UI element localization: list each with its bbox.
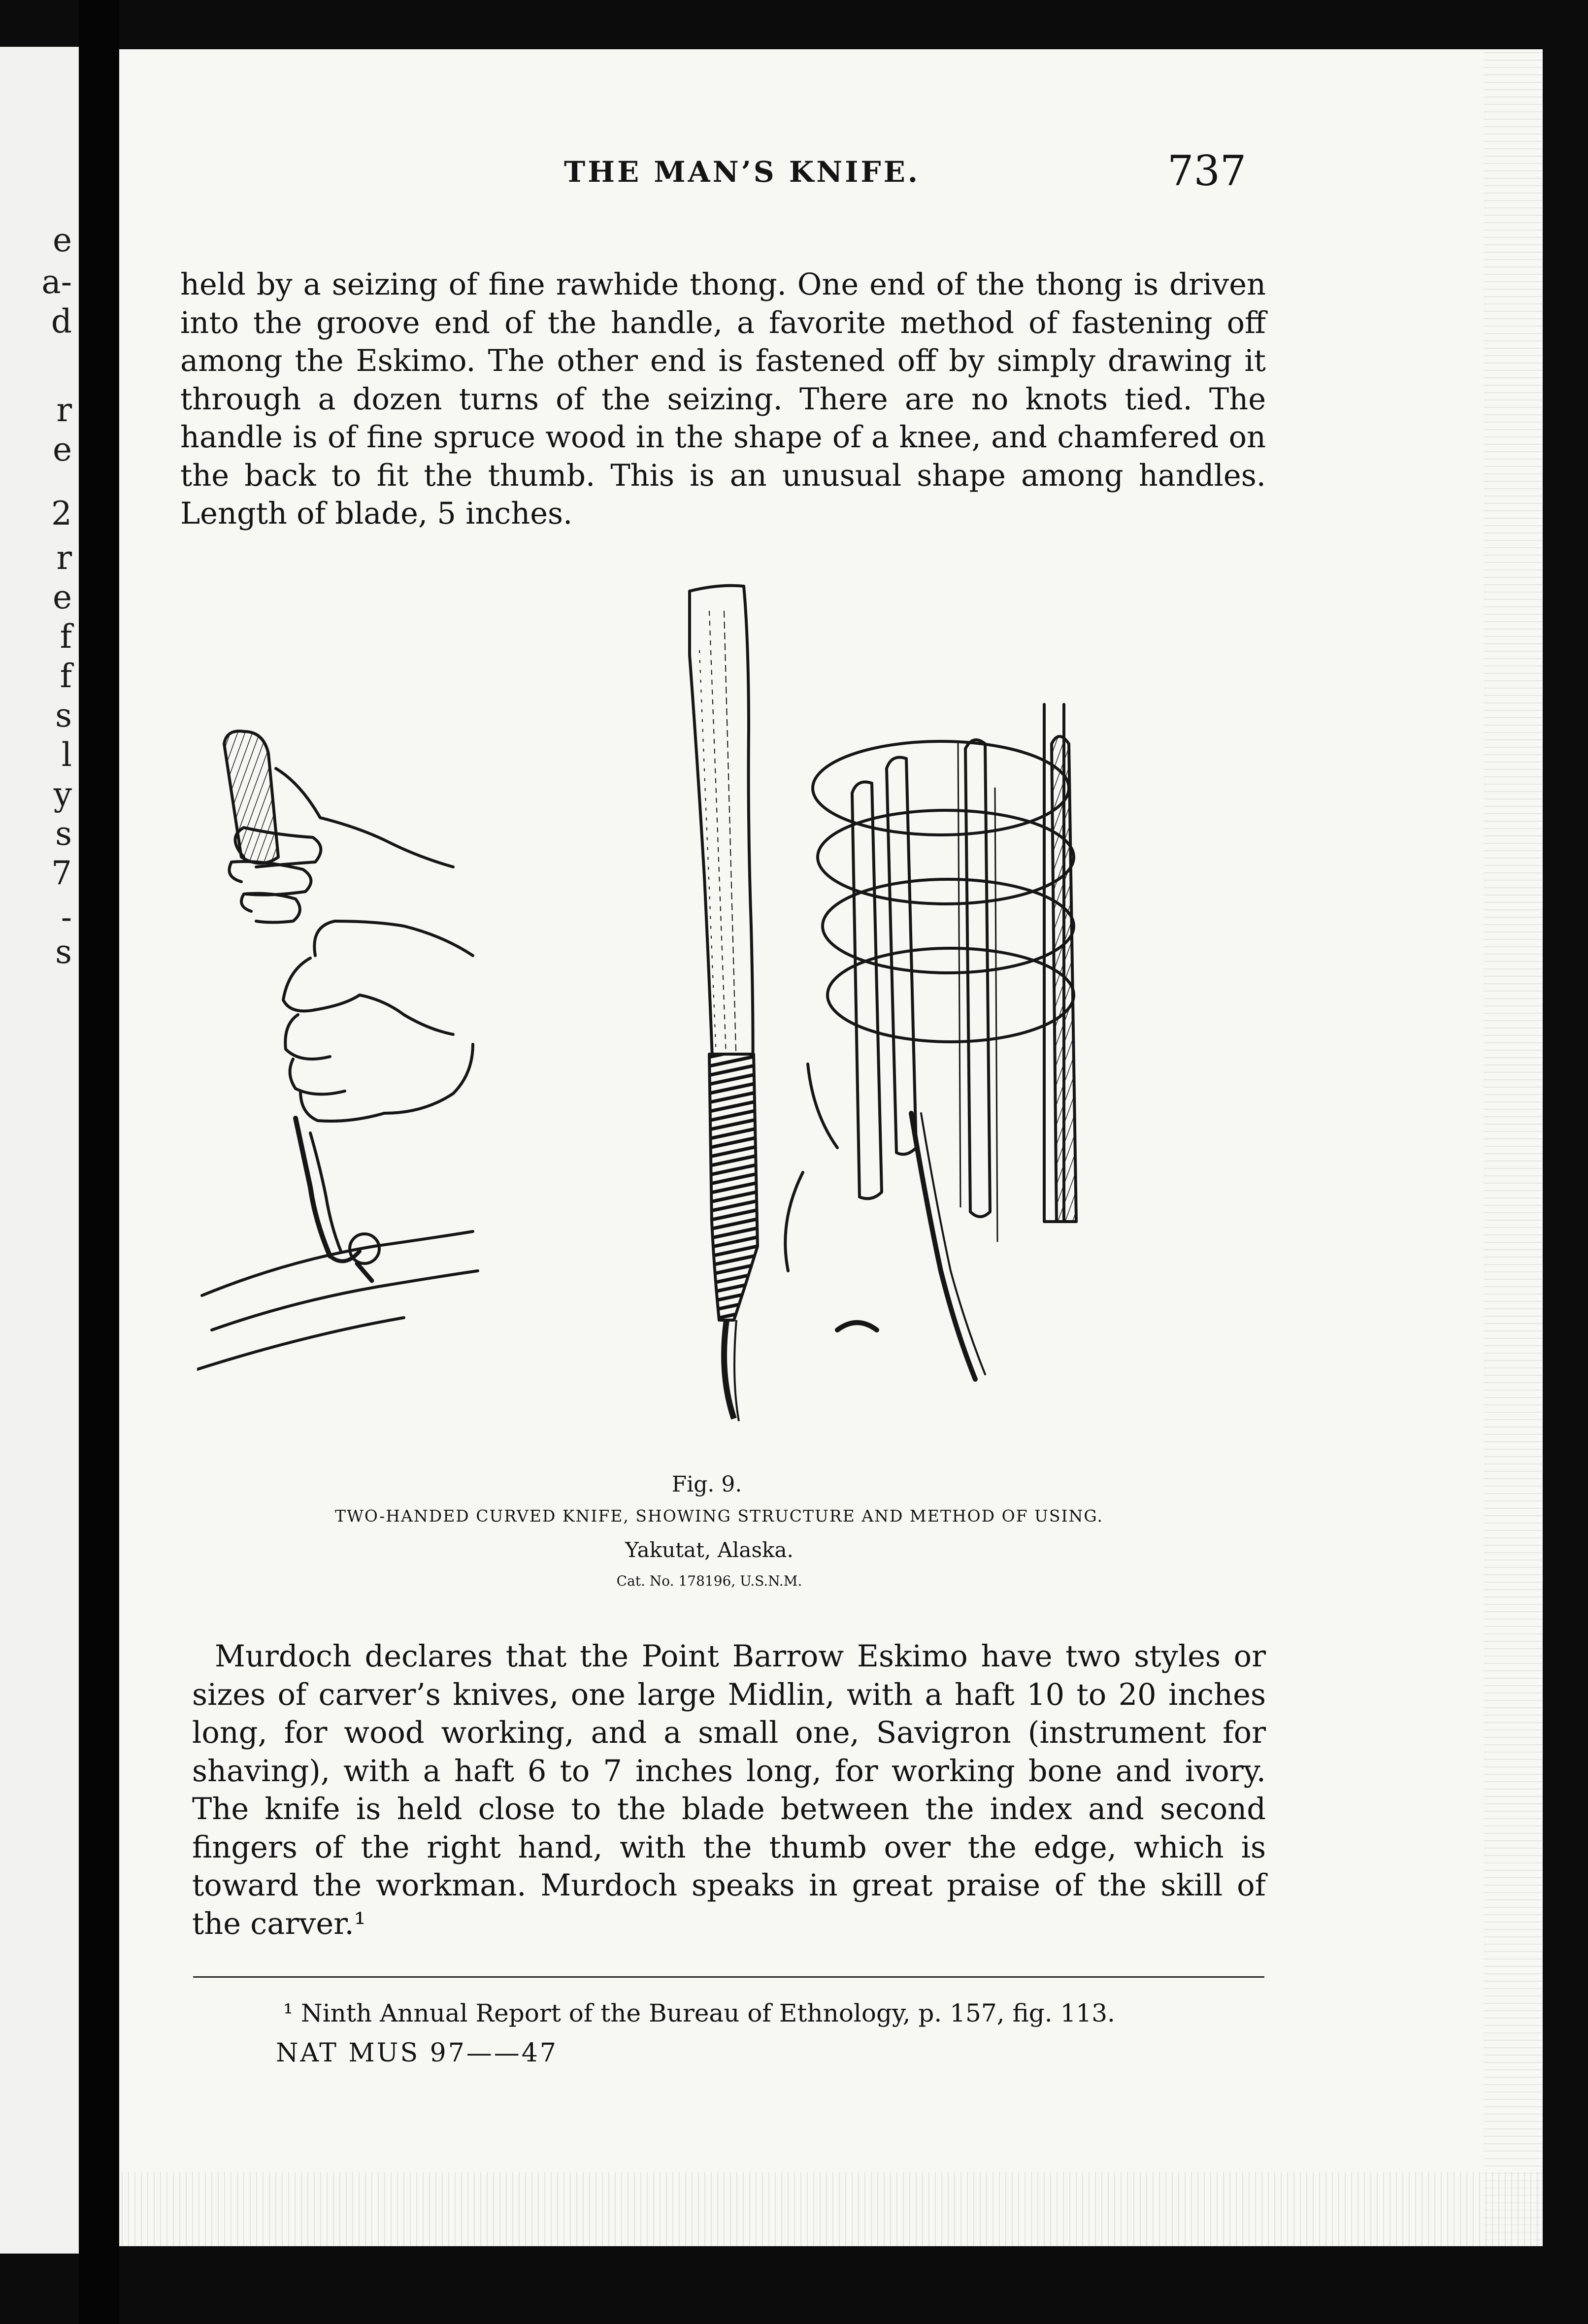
facing-page-fragment: l [61, 736, 72, 774]
facing-page-fragment: f [60, 657, 72, 695]
figure-label: Fig. 9. [671, 1472, 742, 1497]
facing-page-fragment: s [55, 933, 72, 971]
facing-page-fragment: r [56, 539, 72, 577]
facing-page-fragment: 7 [51, 854, 72, 892]
figure-9 [197, 581, 1251, 1468]
facing-page-fragment: y [53, 775, 72, 813]
facing-page-fragment: e [52, 431, 72, 468]
page-number: 737 [1167, 147, 1247, 195]
facing-page-fragment: s [55, 815, 72, 853]
wrapped-knife [690, 586, 758, 1421]
paragraph-2: Murdoch declares that the Point Barrow Eskimo have two styles or sizes of carver’s knives, one large Midlin, with a haft 10 to 20 inches long, for wood working, and a small one, Savigron (instrument for shaving), with a haft 6 to 7 inches long, for working bone and ivory. The knife is held close to the blade between the index and second fingers of the right hand, with the thumb over the edge, which is toward the workman. Murdoch speaks in great praise of the skill of the carver.¹ [192, 1639, 1266, 1941]
figure-illustration [197, 581, 1251, 1468]
facing-page-edge [0, 47, 79, 2254]
facing-page-fragment: r [56, 391, 72, 429]
facing-page-fragment: 2 [51, 495, 72, 532]
knife-structure [785, 704, 1076, 1379]
hands-using-knife [197, 731, 478, 1369]
facing-page-fragment: f [60, 618, 72, 656]
footnote: ¹ Ninth Annual Report of the Bureau of Ethnology, p. 157, fig. 113. [283, 1999, 1115, 2027]
figure-caption: TWO-HANDED CURVED KNIFE, SHOWING STRUCTURE AND METHOD OF USING. [334, 1506, 1104, 1526]
facing-page-fragment: e [52, 578, 72, 616]
facing-page-fragment: d [51, 302, 72, 340]
signature-mark: NAT MUS 97——47 [276, 2038, 558, 2068]
facing-page-fragment: a- [41, 263, 72, 301]
paragraph-1: held by a seizing of fine rawhide thong. One end of the thong is driven into the groove end of the handle, a favorite method of fastening off among the Eskimo. The other end is fastened off by simply drawing it through a dozen turns of the seizing. There are no knots tied. The handle is of fine spruce wood in the shape of a knee, and chamfered on the back to fit the thumb. This is an unusual shape among handles. Length of blade, 5 inches. [180, 267, 1266, 531]
figure-place: Yakutat, Alaska. [625, 1538, 794, 1562]
facing-page-fragment: e [52, 221, 72, 259]
figure-catalog-number: Cat. No. 178196, U.S.N.M. [616, 1573, 802, 1589]
page-bottom-texture [119, 2172, 1543, 2246]
facing-page-fragment: s [55, 697, 72, 734]
page-edge-texture [1484, 49, 1543, 2246]
running-head: THE MAN’S KNIFE. [564, 155, 920, 189]
footnote-rule [193, 1976, 1264, 1978]
facing-page-fragment: - [61, 898, 72, 936]
book-gutter [79, 0, 119, 2324]
